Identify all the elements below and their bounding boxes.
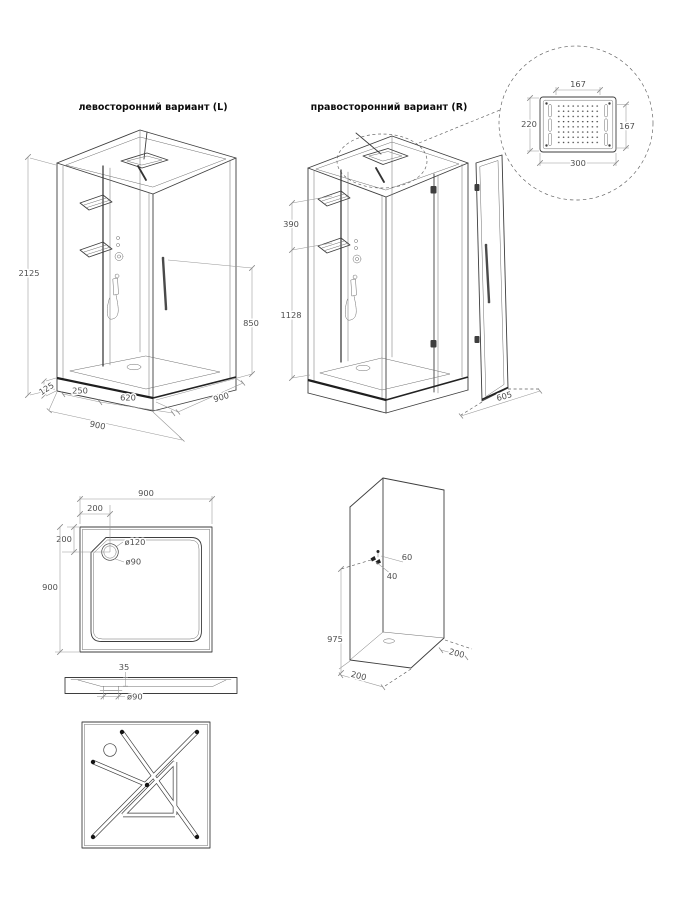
drain-hole — [104, 744, 117, 757]
shower-head-detail-view — [499, 46, 653, 200]
shelf-upper — [318, 191, 350, 206]
dim-tray-height: 125 — [36, 379, 56, 397]
drain-profile — [100, 686, 122, 690]
left-variant-view — [18, 102, 258, 442]
dim-tray-width: 900 — [138, 488, 154, 498]
control-knobs — [115, 236, 123, 278]
door-handle — [162, 257, 168, 311]
dim-door-width: 620 — [120, 392, 136, 403]
dim-profile-drain: ø90 — [127, 691, 143, 702]
drain-oval — [356, 365, 370, 371]
dim-head-width-bottom: 300 — [570, 158, 586, 168]
shower-hose — [107, 295, 118, 319]
dim-front-offset-200: 200 — [349, 668, 368, 683]
installation-dimensions-view — [327, 478, 472, 690]
dim-depth: 900 — [212, 390, 231, 405]
dim-side-offset-200: 200 — [447, 646, 466, 660]
nozzle-grid — [557, 105, 600, 145]
ceiling-arm — [144, 132, 147, 159]
dim-connection-height: 975 — [327, 634, 343, 644]
dim-drain-inner: ø90 — [125, 556, 142, 567]
door-handle — [485, 244, 491, 304]
water-connections — [371, 550, 382, 565]
detail-leader-line — [419, 110, 500, 143]
dim-column-height: 1128 — [280, 310, 302, 320]
hand-shower — [113, 278, 119, 295]
profile-dimensions — [97, 662, 143, 702]
shelf-upper — [80, 195, 112, 210]
tray-profile-view — [65, 662, 237, 702]
dim-head-width-top: 167 — [570, 79, 586, 89]
dim-drain-offset-x: 200 — [87, 503, 103, 513]
hand-shower — [351, 279, 357, 296]
dim-drain-offset-y: 200 — [56, 534, 72, 544]
left-dimensions — [18, 154, 258, 441]
tray-dimensions — [42, 488, 215, 655]
control-knobs — [353, 239, 361, 279]
door-panel — [475, 155, 509, 401]
dim-tray-depth: 900 — [42, 582, 58, 592]
dim-handle-height: 850 — [243, 318, 259, 328]
shelf-lower — [318, 238, 350, 253]
dim-offset-40: 40 — [386, 571, 398, 581]
dim-head-height-left: 220 — [521, 119, 537, 129]
installation-dims — [327, 552, 472, 690]
shower-hose — [345, 296, 356, 320]
shelf-lower — [80, 242, 112, 257]
dim-drain-outer: ø120 — [124, 537, 146, 547]
right-variant-view — [280, 102, 542, 419]
hinge-bottom — [431, 340, 437, 348]
dim-side-offset: 250 — [72, 385, 88, 396]
right-variant-title: правосторонний вариант (R) — [310, 102, 468, 113]
frame-bottom-view — [82, 722, 210, 848]
dim-width: 900 — [88, 418, 107, 432]
dim-door-panel-width: 605 — [495, 389, 514, 404]
left-variant-title: левосторонний вариант (L) — [78, 102, 228, 113]
dim-shelf-gap: 390 — [283, 219, 299, 229]
drain-oval — [127, 364, 141, 370]
dim-offset-60: 60 — [401, 552, 413, 562]
tray-top-view — [42, 488, 215, 655]
dim-tray-rim-height: 35 — [118, 662, 130, 672]
hinge-top — [431, 186, 437, 194]
dim-head-height-right: 167 — [619, 121, 635, 131]
floor-drain — [384, 639, 395, 643]
dim-overall-height: 2125 — [18, 268, 40, 278]
